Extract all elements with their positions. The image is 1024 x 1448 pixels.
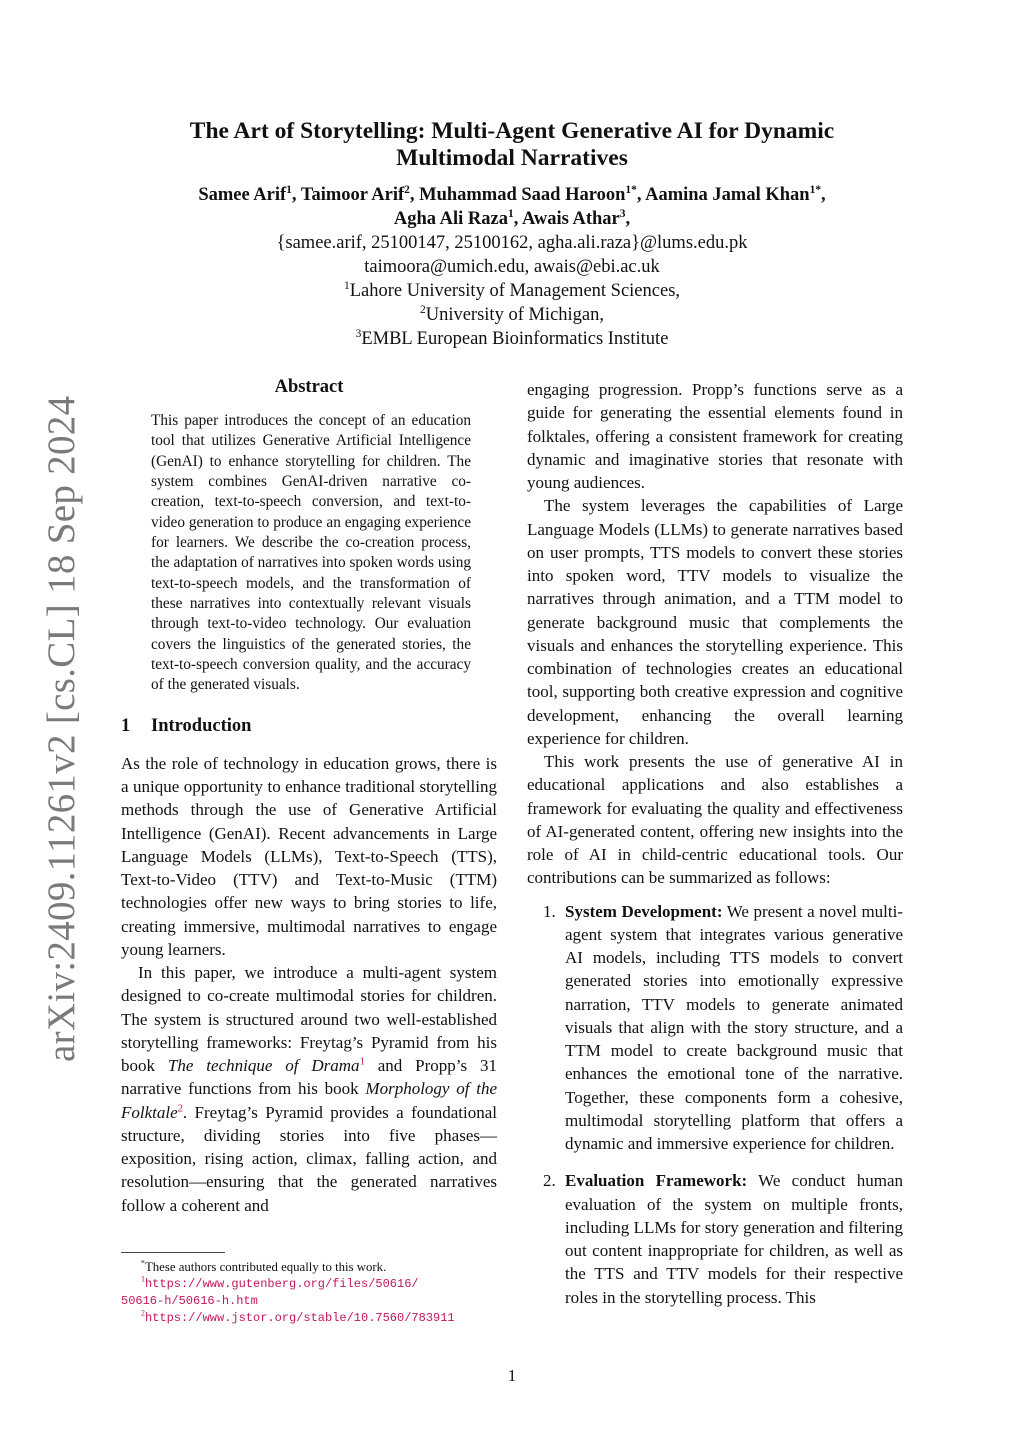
book-title-propp: Morphology of the Folktale (121, 1079, 497, 1122)
footnote-1: $^1$https://www.gutenberg.org/files/50616/ 50616-h/50616-h.htm (121, 1274, 419, 1308)
left-column (121, 375, 497, 1217)
footnote-divider (121, 1252, 225, 1253)
intro-paragraph-2: In this paper, we introduce a multi-agent system designed to co-create multimodal stories for children. The system is structured around two well-established storytelling frameworks: Freytag’s Pyramid from his book The technique of Drama$^1$ and Propp’s 31 narrative functions from his book Morphology of the Folktale$^2$. Freytag’s Pyramid provides a foundational structure, dividing stories into five phases—exposition, rising action, climax, falling action, and resolution—ensuring that the generated narratives follow a coherent and (121, 963, 498, 1215)
intro-paragraph-1: As the role of technology in education grows, there is a unique opportunity to enhance traditional storytelling methods through the use of Generative Artificial Intelligence (GenAI). Recent advancements in Large Language Models (LLMs), Text-to-Speech (TTS), Text-to-Video (TTV) and Text-to-Music (TTM) technologies offer new ways to bring stories to life, creating immersive, multimodal narratives to engage young learners. (121, 753, 497, 959)
footnote-ref-2[interactable]: 2 (177, 1102, 183, 1114)
affiliation-2: $^2$University of Michigan, (419, 303, 605, 325)
page-number: 1 (507, 1366, 517, 1385)
footnote-2: $^2$https://www.jstor.org/stable/10.7560/783911 (141, 1308, 455, 1325)
footnote-1-link-cont[interactable]: 50616-h/50616-h.htm (121, 1294, 258, 1308)
section-heading-introduction: 1 Introduction (121, 715, 252, 736)
email-line-1: {samee.arif, 25100147, 25100162, agha.ali.raza}@lums.edu.pk (276, 233, 748, 253)
right-paragraph-1: engaging progression. Propp’s functions serve as a guide for generating the essential elements found in folktales, offering a consistent framework for creating dynamic and imaginative stories that resonate with young audiences. (527, 380, 903, 492)
paper-title (130, 118, 894, 172)
footnote-1-link[interactable]: https://www.gutenberg.org/files/50616/ (144, 1277, 419, 1291)
list-item: 1. System Development: We present a novel multi-agent system that integrates various generative AI models, including TTS models to convert generated stories into emotionally expressive narration, TTV models to generate animated visuals that align with the story structure, and a TTM model to create background music that enhances the emotional tone of the narrative. Together, these components form a cohesive, multimodal storytelling platform that offers a dynamic and immersive experience for children. (543, 901, 903, 1153)
abstract-text: This paper introduces the concept of an education tool that utilizes Generative Artificial Intelligence (GenAI) to enhance storytelling for children. The system combines GenAI-driven narrative co-creation, text-to-speech conversion, and text-to-video generation to produce an engaging experience for learners. We describe the co-creation process, the adaptation of narratives into spoken words using text-to-speech models, and the transformation of these narratives into contextually relevant visuals through text-to-video technology. Our evaluation covers the linguistics of the generated stories, the text-to-speech conversion quality, and the accuracy of the generated visuals. (151, 412, 471, 694)
right-paragraph-3: This work presents the use of generative AI in educational applications and also establishes a framework for evaluating the quality and effectiveness of AI-generated content, offering new insights into the role of AI in child-centric educational tools. Our contributions can be summarized as follows: (527, 752, 903, 888)
footnote-ref-1[interactable]: 1 (359, 1056, 365, 1068)
footnotes (121, 1252, 497, 1326)
title-line-2: Multimodal Narratives (396, 145, 628, 171)
author: Awais Athar$^3$, (521, 207, 631, 229)
affiliation-1: $^1$Lahore University of Management Sciences, (343, 279, 681, 301)
right-column (527, 378, 903, 1323)
email-line-2: taimoora@umich.edu, awais@ebi.ac.uk (364, 257, 660, 277)
footnote-equal-contribution: *These authors contributed equally to this work. (141, 1258, 387, 1274)
abstract-heading: Abstract (274, 377, 344, 397)
author-block (110, 183, 914, 351)
author: Samee Arif$^1$, (198, 183, 301, 205)
author-names (110, 183, 914, 231)
author: Taimoor Arif$^2$, (300, 183, 420, 205)
title-line-1: The Art of Storytelling: Multi-Agent Generative AI for Dynamic (189, 118, 835, 144)
contributions-list (527, 900, 903, 1309)
author: Muhammad Saad Haroon$^{1*}$, (419, 183, 646, 205)
author: Agha Ali Raza$^1$, (393, 207, 522, 229)
arxiv-identifier-stamp: arXiv:2409.11261v2 [cs.CL] 18 Sep 2024 (40, 395, 83, 1062)
right-paragraph-2: The system leverages the capabilities of Large Language Models (LLMs) to generate narratives based on user prompts, TTS models to convert these stories into spoken word, TTV models to visualize the narratives through animation, and a TTM model to generate background music that complements the visuals and enhances the storytelling experience. This combination of technologies creates an educational tool, supporting both creative expression and cognitive development, enhancing the overall learning experience for children. (527, 496, 903, 748)
list-item: 2. Evaluation Framework: We conduct human evaluation of the system on multiple fronts, including LLMs for story generation and filtering out content inappropriate for children, as well as the TTS and TTV models for their respective roles in the storytelling process. This (543, 1171, 903, 1307)
author: Aamina Jamal Khan$^{1*}$, (645, 183, 826, 205)
footnote-2-link[interactable]: https://www.jstor.org/stable/10.7560/783911 (144, 1311, 455, 1325)
book-title-freytag: The technique of Drama (167, 1056, 360, 1076)
affiliation-3: $^3$EMBL European Bioinformatics Institute (355, 327, 669, 349)
